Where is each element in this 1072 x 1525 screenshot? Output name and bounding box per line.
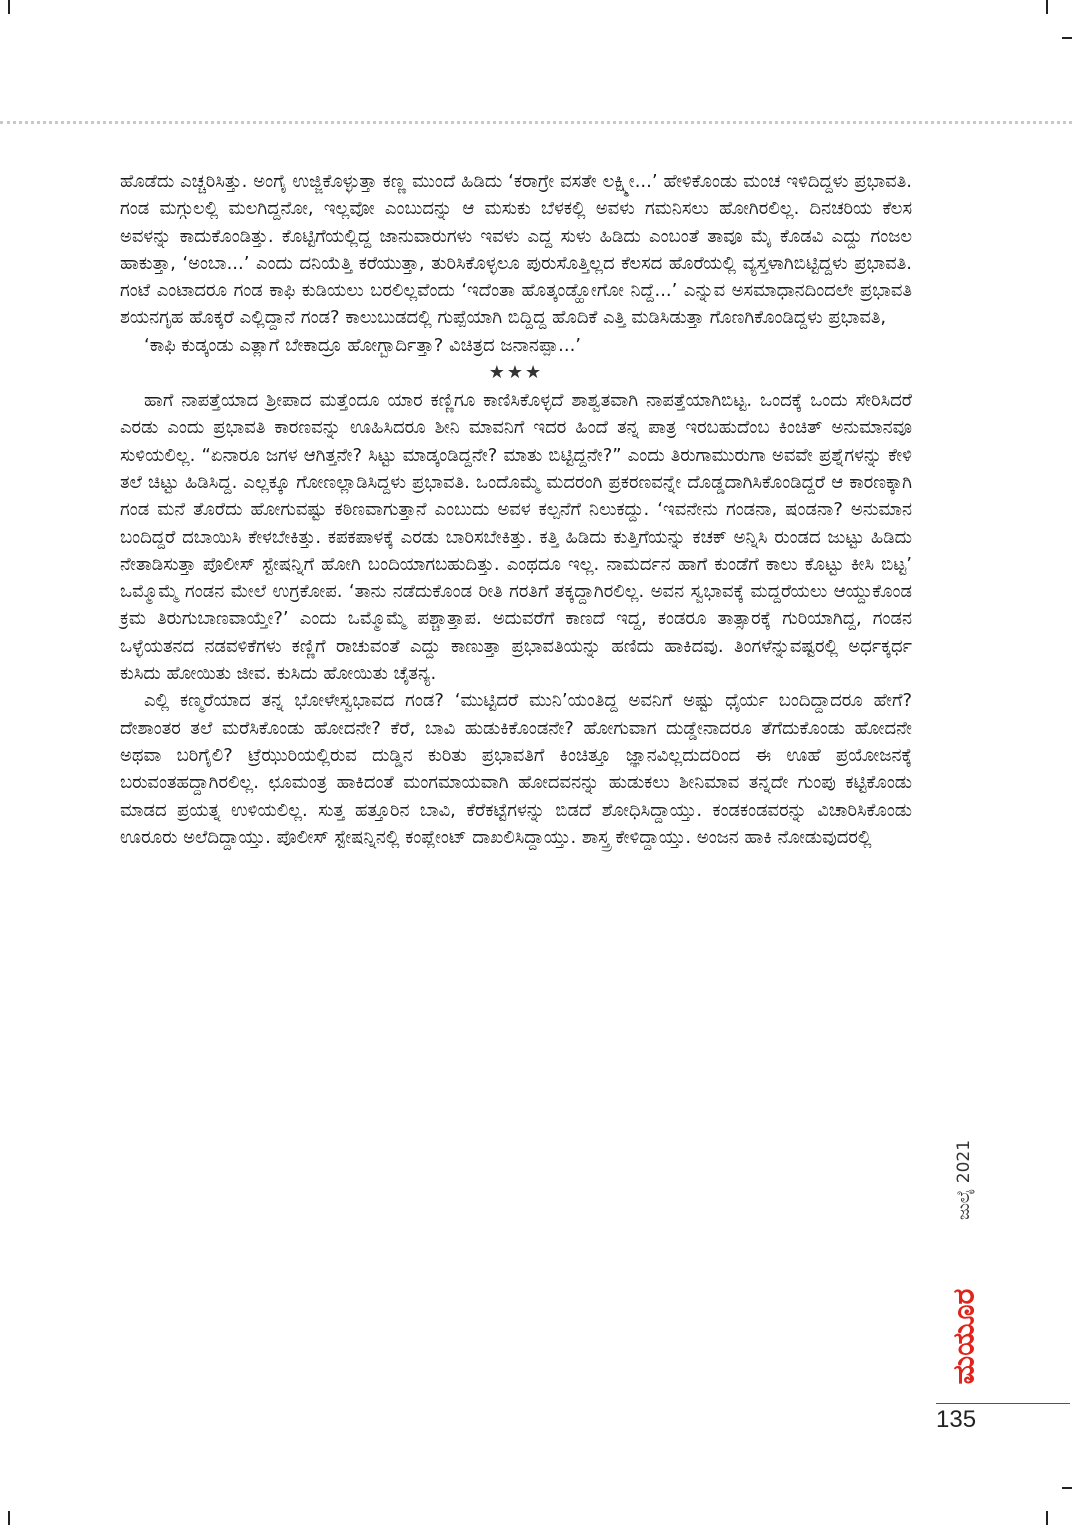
magazine-name: ಮಯೂರ	[946, 1288, 982, 1384]
paragraph-4: ಎಲ್ಲಿ ಕಣ್ಮರೆಯಾದ ತನ್ನ ಭೋಳೇಸ್ವಭಾವದ ಗಂಡ? ‘ಮುಟ್ಟಿದರೆ ಮುನಿ’ಯಂತಿದ್ದ ಅವನಿಗೆ ಅಷ್ಟು ಧೈರ್ಯ ಬಂದಿದ್ದಾದರೂ ಹೇಗೆ? ದೇಶಾಂತರ ತಲೆ ಮರೆಸಿಕೊಂಡು ಹೋದನೇ? ಕೆರೆ, ಬಾವಿ ಹುಡುಕಿಕೊಂಡನೇ? ಹೋಗುವಾಗ ದುಡ್ಡೇನಾದರೂ ತೆಗೆದುಕೊಂಡು ಹೋದನೇ ಅಥವಾ ಬರಿಗೈಲಿ? ಟ್ರೆಝುರಿಯಲ್ಲಿರುವ ದುಡ್ಡಿನ ಕುರಿತು ಪ್ರಭಾವತಿಗೆ ಕಿಂಚಿತ್ತೂ ಜ್ಞಾನವಿಲ್ಲದುದರಿಂದ ಈ ಊಹೆ ಪ್ರಯೋಜನಕ್ಕೆ ಬರುವಂತಹದ್ದಾಗಿರಲಿಲ್ಲ. ಛೂಮಂತ್ರ ಹಾಕಿದಂತೆ ಮಂಗಮಾಯವಾಗಿ ಹೋದವನನ್ನು ಹುಡುಕಲು ಶೀನಿಮಾವ ತನ್ನದೇ ಗುಂಪು ಕಟ್ಟಿಕೊಂಡು ಮಾಡದ ಪ್ರಯತ್ನ ಉಳಿಯಲಿಲ್ಲ. ಸುತ್ತ ಹತ್ತೂರಿನ ಬಾವಿ, ಕೆರೆಕಟ್ಟೆಗಳನ್ನು ಬಿಡದೆ ಶೋಧಿಸಿದ್ದಾಯ್ತು. ಕಂಡಕಂಡವರನ್ನು ವಿಚಾರಿಸಿಕೊಂಡು ಊರೂರು ಅಲೆದಿದ್ದಾಯ್ತು. ಪೊಲೀಸ್ ಸ್ಟೇಷನ್ನಿನಲ್ಲಿ ಕಂಪ್ಲೇಂಟ್ ದಾಖಲಿಸಿದ್ದಾಯ್ತು. ಶಾಸ್ತ್ರ ಕೇಳಿದ್ದಾಯ್ತು. ಅಂಜನ ಹಾಕಿ ನೋಡುವುದರಲ್ಲಿ	[120, 690, 912, 848]
crop-mark-top-left	[8, 0, 10, 14]
paragraph-3: ಹಾಗೆ ನಾಪತ್ತೆಯಾದ ಶ್ರೀಪಾದ ಮತ್ತೆಂದೂ ಯಾರ ಕಣ್ಣಿಗೂ ಕಾಣಿಸಿಕೊಳ್ಳದೆ ಶಾಶ್ವತವಾಗಿ ನಾಪತ್ತೆಯಾಗಿಬಿಟ್ಟ. ಒಂದಕ್ಕೆ ಒಂದು ಸೇರಿಸಿದರೆ ಎರಡು ಎಂದು ಪ್ರಭಾವತಿ ಕಾರಣವನ್ನು ಊಹಿಸಿದರೂ ಶೀನಿ ಮಾವನಿಗೆ ಇದರ ಹಿಂದೆ ತನ್ನ ಪಾತ್ರ ಇರಬಹುದೆಂಬ ಕಿಂಚಿತ್ ಅನುಮಾನವೂ ಸುಳಿಯಲಿಲ್ಲ. “ಏನಾರೂ ಜಗಳ ಆಗಿತ್ತನೇ? ಸಿಟ್ಟು ಮಾಡ್ಕಂಡಿದ್ದನೇ? ಮಾತು ಬಿಟ್ಟಿದ್ದನೇ?” ಎಂದು ತಿರುಗಾಮುರುಗಾ ಅವವೇ ಪ್ರಶ್ನೆಗಳನ್ನು ಕೇಳಿ ತಲೆ ಚಿಟ್ಟು ಹಿಡಿಸಿದ್ದ. ಎಲ್ಲಕ್ಕೂ ಗೋಣಲ್ಲಾಡಿಸಿದ್ದಳು ಪ್ರಭಾವತಿ. ಒಂದೊಮ್ಮೆ ಮದರಂಗಿ ಪ್ರಕರಣವನ್ನೇ ದೊಡ್ಡದಾಗಿಸಿಕೊಂಡಿದ್ದರೆ ಆ ಕಾರಣಕ್ಕಾಗಿ ಗಂಡ ಮನೆ ತೊರೆದು ಹೋಗುವಷ್ಟು ಕಠಿಣವಾಗುತ್ತಾನೆ ಎಂಬುದು ಅವಳ ಕಲ್ಪನೆಗೆ ನಿಲುಕದ್ದು. ‘ಇವನೇನು ಗಂಡನಾ, ಷಂಡನಾ? ಅನುಮಾನ ಬಂದಿದ್ದರೆ ದಬಾಯಿಸಿ ಕೇಳಬೇಕಿತ್ತು. ಕಪಕಪಾಳಕ್ಕೆ ಎರಡು ಬಾರಿಸಬೇಕಿತ್ತು. ಕತ್ತಿ ಹಿಡಿದು ಕುತ್ತಿಗೆಯನ್ನು ಕಚಕ್ ಅನ್ನಿಸಿ ರುಂಡದ ಜುಟ್ಟು ಹಿಡಿದು ನೇತಾಡಿಸುತ್ತಾ ಪೊಲೀಸ್ ಸ್ಟೇಷನ್ನಿಗೆ ಹೋಗಿ ಬಂದಿಯಾಗಬಹುದಿತ್ತು. ಎಂಥದೂ ಇಲ್ಲ. ನಾಮರ್ದನ ಹಾಗೆ ಕುಂಡೆಗೆ ಕಾಲು ಕೊಟ್ಟು ಕೀಸಿ ಬಿಟ್ಟ’ ಒಮ್ಮೊಮ್ಮೆ ಗಂಡನ ಮೇಲೆ ಉಗ್ರಕೋಪ. ‘ತಾನು ನಡೆದುಕೊಂಡ ರೀತಿ ಗರತಿಗೆ ತಕ್ಕದ್ದಾಗಿರಲಿಲ್ಲ. ಅವನ ಸ್ವಭಾವಕ್ಕೆ ಮದ್ದರೆಯಲು ಆಯ್ದುಕೊಂಡ ಕ್ರಮ ತಿರುಗುಬಾಣವಾಯ್ತೇ?’ ಎಂದು ಒಮ್ಮೊಮ್ಮೆ ಪಶ್ಚಾತ್ತಾಪ. ಅದುವರೆಗೆ ಕಾಣದೆ ಇದ್ದ, ಕಂಡರೂ ತಾತ್ಸಾರಕ್ಕೆ ಗುರಿಯಾಗಿದ್ದ, ಗಂಡನ ಒಳ್ಳೆಯತನದ ನಡವಳಿಕೆಗಳು ಕಣ್ಣಿಗೆ ರಾಚುವಂತೆ ಎದ್ದು ಕಾಣುತ್ತಾ ಪ್ರಭಾವತಿಯನ್ನು ಹಣಿದು ಹಾಕಿದವು. ತಿಂಗಳೆನ್ನುವಷ್ಟರಲ್ಲಿ ಅರ್ಧಕ್ಕರ್ಧ ಕುಸಿದು ಹೋಯಿತು ಜೀವ. ಕುಸಿದು ಹೋಯಿತು ಚೈತನ್ಯ.	[120, 390, 912, 685]
paragraph-2: ‘ಕಾಫಿ ಕುಡ್ಕಂಡು ಎತ್ಲಾಗೆ ಬೇಕಾದ್ರೂ ಹೋಗ್ಬಾರ್ದಿತ್ತಾ? ವಿಚಿತ್ರದ ಜನಾನಪ್ಪಾ...’	[144, 334, 582, 356]
page-number-rule	[936, 1403, 1070, 1404]
article-body	[120, 168, 912, 851]
issue-date-text: ಜುಲೈ 2021	[954, 1139, 974, 1221]
paragraph-1: ಹೊಡೆದು ಎಚ್ಚರಿಸಿತ್ತು. ಅಂಗೈ ಉಜ್ಜಿಕೊಳ್ಳುತ್ತಾ ಕಣ್ಣ ಮುಂದೆ ಹಿಡಿದು ‘ಕರಾಗ್ರೇ ವಸತೇ ಲಕ್ಷ್ಮೀ...’ ಹೇಳಿಕೊಂಡು ಮಂಚ ಇಳಿದಿದ್ದಳು ಪ್ರಭಾವತಿ. ಗಂಡ ಮಗ್ಗುಲಲ್ಲಿ ಮಲಗಿದ್ದನೋ, ಇಲ್ಲವೋ ಎಂಬುದನ್ನು ಆ ಮಸುಕು ಬೆಳಕಲ್ಲಿ ಅವಳು ಗಮನಿಸಲು ಹೋಗಿರಲಿಲ್ಲ. ದಿನಚರಿಯ ಕೆಲಸ ಅವಳನ್ನು ಕಾದುಕೊಂಡಿತ್ತು. ಕೊಟ್ಟಿಗೆಯಲ್ಲಿದ್ದ ಜಾನುವಾರುಗಳು ಇವಳು ಎದ್ದ ಸುಳು ಹಿಡಿದು ಎಂಬಂತೆ ತಾವೂ ಮೈ ಕೊಡವಿ ಎದ್ದು ಗಂಜಲ ಹಾಕುತ್ತಾ, ‘ಅಂಬಾ...’ ಎಂದು ದನಿಯೆತ್ತಿ ಕರೆಯುತ್ತಾ, ತುರಿಸಿಕೊಳ್ಳಲೂ ಪುರುಸೊತ್ತಿಲ್ಲದ ಕೆಲಸದ ಹೊರೆಯಲ್ಲಿ ವ್ಯಸ್ತಳಾಗಿಬಿಟ್ಟಿದ್ದಳು ಪ್ರಭಾವತಿ. ಗಂಟೆ ಎಂಟಾದರೂ ಗಂಡ ಕಾಫಿ ಕುಡಿಯಲು ಬರಲಿಲ್ಲವೆಂದು ‘ಇದೆಂತಾ ಹೊತ್ಕಂಡ್ಹೋಗೋ ನಿದ್ದೆ...’ ಎನ್ನುವ ಅಸಮಾಧಾನದಿಂದಲೇ ಪ್ರಭಾವತಿ ಶಯನಗೃಹ ಹೊಕ್ಕರೆ ಎಲ್ಲಿದ್ದಾನೆ ಗಂಡ? ಕಾಲುಬುಡದಲ್ಲಿ ಗುಪ್ಪೆಯಾಗಿ ಬಿದ್ದಿದ್ದ ಹೊದಿಕೆ ಎತ್ತಿ ಮಡಿಸಿಡುತ್ತಾ ಗೊಣಗಿಕೊಂಡಿದ್ದಳು ಪ್ರಭಾವತಿ,	[120, 171, 912, 329]
section-separator: ★★★	[488, 362, 544, 384]
crop-mark-right-bottom	[1062, 1487, 1072, 1489]
crop-mark-bottom-right	[1046, 1511, 1048, 1525]
header-dotted-rule	[0, 121, 1072, 124]
crop-mark-bottom-left	[8, 1511, 10, 1525]
magazine-logo	[946, 1262, 982, 1410]
page-number: 135	[936, 1406, 977, 1433]
crop-mark-right-top	[1062, 37, 1072, 39]
crop-mark-top-right	[1046, 0, 1048, 14]
issue-date	[950, 1120, 978, 1240]
